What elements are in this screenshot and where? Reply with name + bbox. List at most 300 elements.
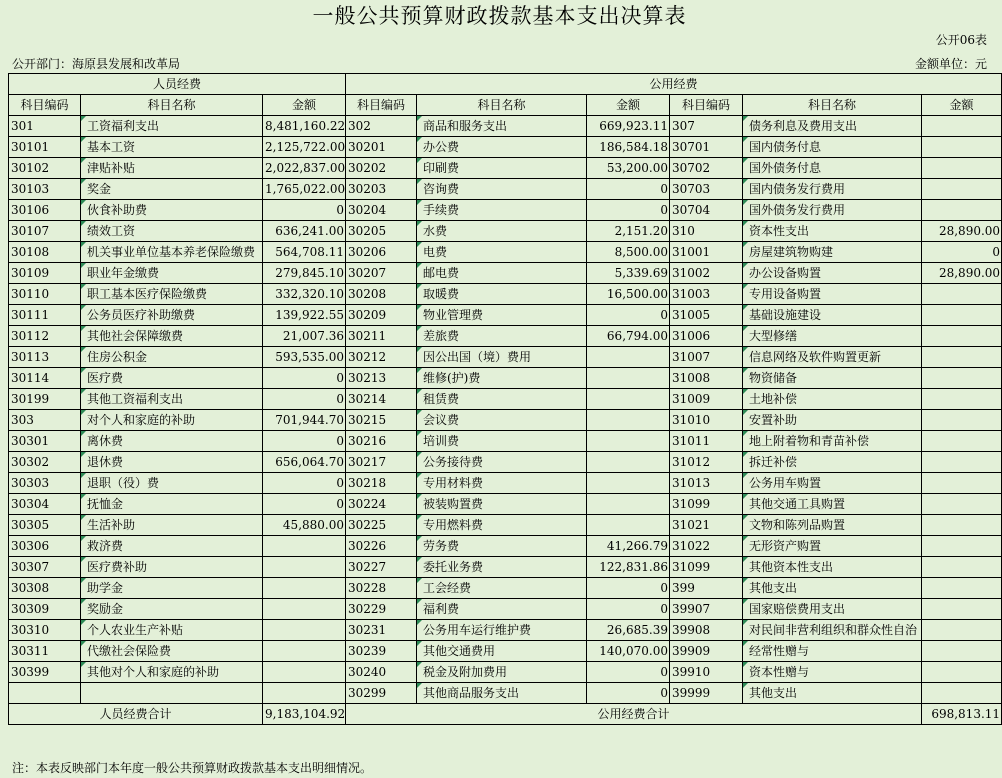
name-cell: 抚恤金: [81, 494, 263, 515]
name-cell: 公务用车运行维护费: [417, 620, 587, 641]
code-cell: 39909: [670, 641, 743, 662]
amount-cell: [587, 368, 670, 389]
header-amount: 金额: [587, 95, 670, 116]
name-cell: 专用燃料费: [417, 515, 587, 536]
code-cell: 30111: [9, 305, 81, 326]
name-cell: 委托业务费: [417, 557, 587, 578]
amount-cell: [263, 683, 346, 704]
code-cell: 30299: [346, 683, 417, 704]
code-cell: 301: [9, 116, 81, 137]
code-cell: 30201: [346, 137, 417, 158]
table-row: [9, 116, 1002, 137]
name-cell: [81, 683, 263, 704]
table-row: [9, 557, 1002, 578]
name-cell: 其他交通工具购置: [743, 494, 922, 515]
name-cell: 大型修缮: [743, 326, 922, 347]
code-cell: 303: [9, 410, 81, 431]
header-code: 科目编码: [346, 95, 417, 116]
unit-label: 金额单位：元: [914, 57, 987, 71]
name-cell: 代缴社会保险费: [81, 641, 263, 662]
table-row: [9, 200, 1002, 221]
table-row: [9, 326, 1002, 347]
code-cell: 30704: [670, 200, 743, 221]
amount-cell: [587, 410, 670, 431]
amount-cell: 0: [587, 662, 670, 683]
name-cell: 医疗费: [81, 368, 263, 389]
table-row: [9, 473, 1002, 494]
table-row: [9, 494, 1002, 515]
header-code: 科目编码: [9, 95, 81, 116]
name-cell: 商品和服务支出: [417, 116, 587, 137]
code-cell: 30209: [346, 305, 417, 326]
name-cell: 救济费: [81, 536, 263, 557]
code-cell: 31008: [670, 368, 743, 389]
amount-cell: [587, 494, 670, 515]
code-cell: 30110: [9, 284, 81, 305]
code-cell: 30309: [9, 599, 81, 620]
table-row: [9, 515, 1002, 536]
table-row: [9, 431, 1002, 452]
code-cell: 30231: [346, 620, 417, 641]
amount-cell: 66,794.00: [587, 326, 670, 347]
name-cell: 公务接待费: [417, 452, 587, 473]
name-cell: 债务利息及费用支出: [743, 116, 922, 137]
amount-cell: 2,125,722.00: [263, 137, 346, 158]
amount-cell: 669,923.11: [587, 116, 670, 137]
table-row: [9, 599, 1002, 620]
footnote: 注：本表反映部门本年度一般公共预算财政拨款基本支出明细情况。: [12, 761, 373, 775]
name-cell: 其他商品服务支出: [417, 683, 587, 704]
amount-cell: 593,535.00: [263, 347, 346, 368]
department-label: 公开部门：海原县发展和改革局: [12, 57, 181, 71]
amount-cell: 0: [263, 368, 346, 389]
code-cell: 31006: [670, 326, 743, 347]
table-row: [9, 263, 1002, 284]
code-cell: 39910: [670, 662, 743, 683]
code-cell: 31011: [670, 431, 743, 452]
name-cell: 地上附着物和青苗补偿: [743, 431, 922, 452]
table-row: [9, 284, 1002, 305]
name-cell: 职业年金缴费: [81, 263, 263, 284]
amount-cell: [922, 599, 1002, 620]
code-cell: 31001: [670, 242, 743, 263]
name-cell: 因公出国（境）费用: [417, 347, 587, 368]
code-cell: 30701: [670, 137, 743, 158]
code-cell: 30106: [9, 200, 81, 221]
code-cell: 30225: [346, 515, 417, 536]
amount-cell: 28,890.00: [922, 221, 1002, 242]
name-cell: 生活补助: [81, 515, 263, 536]
table-row: [9, 683, 1002, 704]
name-cell: 基础设施建设: [743, 305, 922, 326]
name-cell: 福利费: [417, 599, 587, 620]
section-public: 公用经费: [346, 74, 1002, 95]
amount-cell: [922, 284, 1002, 305]
name-cell: 印刷费: [417, 158, 587, 179]
amount-cell: [922, 494, 1002, 515]
amount-cell: 0: [263, 494, 346, 515]
code-cell: 30214: [346, 389, 417, 410]
code-cell: 31099: [670, 494, 743, 515]
amount-cell: [922, 326, 1002, 347]
amount-cell: 656,064.70: [263, 452, 346, 473]
name-cell: 其他交通费用: [417, 641, 587, 662]
code-cell: 31022: [670, 536, 743, 557]
name-cell: 奖励金: [81, 599, 263, 620]
amount-cell: [922, 536, 1002, 557]
code-cell: 30114: [9, 368, 81, 389]
amount-cell: 26,685.39: [587, 620, 670, 641]
code-cell: 30301: [9, 431, 81, 452]
code-cell: 31005: [670, 305, 743, 326]
amount-cell: 0: [587, 200, 670, 221]
amount-cell: 0: [263, 473, 346, 494]
name-cell: 公务员医疗补助缴费: [81, 305, 263, 326]
code-cell: 30107: [9, 221, 81, 242]
code-cell: 30307: [9, 557, 81, 578]
personnel-total-amount: 9,183,104.92: [263, 704, 346, 725]
name-cell: 其他资本性支出: [743, 557, 922, 578]
code-cell: 30240: [346, 662, 417, 683]
amount-cell: 0: [587, 305, 670, 326]
name-cell: 其他对个人和家庭的补助: [81, 662, 263, 683]
header-amount: 金额: [922, 95, 1002, 116]
name-cell: 医疗费补助: [81, 557, 263, 578]
name-cell: 基本工资: [81, 137, 263, 158]
section-personnel: 人员经费: [9, 74, 346, 95]
amount-cell: [922, 515, 1002, 536]
name-cell: 职工基本医疗保险缴费: [81, 284, 263, 305]
amount-cell: 0: [587, 683, 670, 704]
amount-cell: 8,481,160.22: [263, 116, 346, 137]
name-cell: 差旅费: [417, 326, 587, 347]
header-name: 科目名称: [743, 95, 922, 116]
amount-cell: 28,890.00: [922, 263, 1002, 284]
name-cell: 住房公积金: [81, 347, 263, 368]
table-row: [9, 536, 1002, 557]
name-cell: 个人农业生产补贴: [81, 620, 263, 641]
code-cell: 31012: [670, 452, 743, 473]
name-cell: 取暖费: [417, 284, 587, 305]
amount-cell: [587, 515, 670, 536]
code-cell: 30218: [346, 473, 417, 494]
code-cell: 30102: [9, 158, 81, 179]
amount-cell: [922, 179, 1002, 200]
name-cell: 安置补助: [743, 410, 922, 431]
code-cell: 30224: [346, 494, 417, 515]
code-cell: 30199: [9, 389, 81, 410]
name-cell: 其他社会保障缴费: [81, 326, 263, 347]
name-cell: 维修(护)费: [417, 368, 587, 389]
code-cell: 30205: [346, 221, 417, 242]
code-cell: 31009: [670, 389, 743, 410]
code-cell: 39999: [670, 683, 743, 704]
code-cell: 31099: [670, 557, 743, 578]
amount-cell: [922, 347, 1002, 368]
amount-cell: 122,831.86: [587, 557, 670, 578]
code-cell: 30302: [9, 452, 81, 473]
code-cell: 30212: [346, 347, 417, 368]
code-cell: [9, 683, 81, 704]
code-cell: 310: [670, 221, 743, 242]
personnel-total-label: 人员经费合计: [9, 704, 263, 725]
amount-cell: 0: [263, 389, 346, 410]
code-cell: 31021: [670, 515, 743, 536]
amount-cell: 0: [263, 431, 346, 452]
name-cell: 国家赔偿费用支出: [743, 599, 922, 620]
header-name: 科目名称: [81, 95, 263, 116]
name-cell: 电费: [417, 242, 587, 263]
name-cell: 离休费: [81, 431, 263, 452]
code-cell: 30108: [9, 242, 81, 263]
name-cell: 绩效工资: [81, 221, 263, 242]
table-row: [9, 137, 1002, 158]
amount-cell: 8,500.00: [587, 242, 670, 263]
code-cell: 30203: [346, 179, 417, 200]
name-cell: 经常性赠与: [743, 641, 922, 662]
public-total-label: 公用经费合计: [346, 704, 922, 725]
amount-cell: [922, 641, 1002, 662]
code-cell: 30227: [346, 557, 417, 578]
code-cell: 31002: [670, 263, 743, 284]
table-row: [9, 389, 1002, 410]
code-cell: 30310: [9, 620, 81, 641]
amount-cell: [922, 158, 1002, 179]
code-cell: 30399: [9, 662, 81, 683]
name-cell: 其他支出: [743, 683, 922, 704]
name-cell: 其他支出: [743, 578, 922, 599]
amount-cell: [922, 410, 1002, 431]
amount-cell: [587, 431, 670, 452]
name-cell: 国内债务发行费用: [743, 179, 922, 200]
name-cell: 专用设备购置: [743, 284, 922, 305]
name-cell: 物资储备: [743, 368, 922, 389]
name-cell: 奖金: [81, 179, 263, 200]
name-cell: 拆迁补偿: [743, 452, 922, 473]
amount-cell: [922, 305, 1002, 326]
code-cell: 39907: [670, 599, 743, 620]
code-cell: 31007: [670, 347, 743, 368]
amount-cell: 21,007.36: [263, 326, 346, 347]
name-cell: 办公设备购置: [743, 263, 922, 284]
code-cell: 30103: [9, 179, 81, 200]
amount-cell: 0: [587, 578, 670, 599]
name-cell: 机关事业单位基本养老保险缴费: [81, 242, 263, 263]
table-row: [9, 347, 1002, 368]
code-cell: 31013: [670, 473, 743, 494]
amount-cell: 45,880.00: [263, 515, 346, 536]
name-cell: 助学金: [81, 578, 263, 599]
header-name: 科目名称: [417, 95, 587, 116]
code-cell: 30202: [346, 158, 417, 179]
amount-cell: 636,241.00: [263, 221, 346, 242]
name-cell: 资本性支出: [743, 221, 922, 242]
code-cell: 30208: [346, 284, 417, 305]
header-amount: 金额: [263, 95, 346, 116]
amount-cell: 1,765,022.00: [263, 179, 346, 200]
name-cell: 信息网络及软件购置更新: [743, 347, 922, 368]
code-cell: 30229: [346, 599, 417, 620]
table-row: [9, 368, 1002, 389]
code-cell: 30305: [9, 515, 81, 536]
code-cell: 30308: [9, 578, 81, 599]
table-row: [9, 305, 1002, 326]
name-cell: 对民间非营利组织和群众性自治: [743, 620, 922, 641]
name-cell: 会议费: [417, 410, 587, 431]
name-cell: 退休费: [81, 452, 263, 473]
name-cell: 文物和陈列品购置: [743, 515, 922, 536]
amount-cell: 0: [587, 599, 670, 620]
code-cell: 30239: [346, 641, 417, 662]
amount-cell: [922, 200, 1002, 221]
header-code: 科目编码: [670, 95, 743, 116]
table-row: [9, 158, 1002, 179]
amount-cell: [922, 368, 1002, 389]
code-cell: 30101: [9, 137, 81, 158]
table-row: [9, 179, 1002, 200]
amount-cell: [263, 578, 346, 599]
code-cell: 399: [670, 578, 743, 599]
code-cell: 30702: [670, 158, 743, 179]
amount-cell: 41,266.79: [587, 536, 670, 557]
name-cell: 土地补偿: [743, 389, 922, 410]
table-row: [9, 221, 1002, 242]
name-cell: 公务用车购置: [743, 473, 922, 494]
table-tag: 公开06表: [935, 33, 987, 47]
name-cell: 工资福利支出: [81, 116, 263, 137]
expenditure-table: [8, 73, 1002, 725]
name-cell: 无形资产购置: [743, 536, 922, 557]
name-cell: 劳务费: [417, 536, 587, 557]
table-row: [9, 578, 1002, 599]
amount-cell: 564,708.11: [263, 242, 346, 263]
amount-cell: 16,500.00: [587, 284, 670, 305]
name-cell: 房屋建筑物购建: [743, 242, 922, 263]
code-cell: 30215: [346, 410, 417, 431]
code-cell: 307: [670, 116, 743, 137]
amount-cell: [263, 557, 346, 578]
amount-cell: 140,070.00: [587, 641, 670, 662]
code-cell: 30304: [9, 494, 81, 515]
name-cell: 手续费: [417, 200, 587, 221]
code-cell: 31003: [670, 284, 743, 305]
name-cell: 邮电费: [417, 263, 587, 284]
code-cell: 30303: [9, 473, 81, 494]
amount-cell: [263, 599, 346, 620]
code-cell: 31010: [670, 410, 743, 431]
amount-cell: [922, 452, 1002, 473]
name-cell: 津贴补贴: [81, 158, 263, 179]
amount-cell: [587, 452, 670, 473]
code-cell: 30228: [346, 578, 417, 599]
code-cell: 30703: [670, 179, 743, 200]
code-cell: 30226: [346, 536, 417, 557]
amount-cell: 701,944.70: [263, 410, 346, 431]
name-cell: 其他工资福利支出: [81, 389, 263, 410]
code-cell: 30211: [346, 326, 417, 347]
name-cell: 国内债务付息: [743, 137, 922, 158]
amount-cell: [922, 557, 1002, 578]
name-cell: 租赁费: [417, 389, 587, 410]
table-row: [9, 242, 1002, 263]
table-row: [9, 620, 1002, 641]
amount-cell: [922, 116, 1002, 137]
code-cell: 30217: [346, 452, 417, 473]
code-cell: 30311: [9, 641, 81, 662]
code-cell: 30206: [346, 242, 417, 263]
amount-cell: [922, 662, 1002, 683]
code-cell: 30113: [9, 347, 81, 368]
name-cell: 咨询费: [417, 179, 587, 200]
name-cell: 物业管理费: [417, 305, 587, 326]
name-cell: 退职（役）费: [81, 473, 263, 494]
amount-cell: [922, 431, 1002, 452]
amount-cell: 279,845.10: [263, 263, 346, 284]
amount-cell: 0: [263, 200, 346, 221]
table-row: [9, 662, 1002, 683]
page-title: 一般公共预算财政拨款基本支出决算表: [312, 4, 687, 28]
code-cell: 302: [346, 116, 417, 137]
name-cell: 国外债务发行费用: [743, 200, 922, 221]
name-cell: 工会经费: [417, 578, 587, 599]
name-cell: 税金及附加费用: [417, 662, 587, 683]
table-row: [9, 452, 1002, 473]
amount-cell: [922, 137, 1002, 158]
amount-cell: [263, 620, 346, 641]
amount-cell: [263, 536, 346, 557]
code-cell: 30109: [9, 263, 81, 284]
amount-cell: 139,922.55: [263, 305, 346, 326]
amount-cell: [263, 662, 346, 683]
code-cell: 30213: [346, 368, 417, 389]
amount-cell: 2,022,837.00: [263, 158, 346, 179]
name-cell: 培训费: [417, 431, 587, 452]
amount-cell: [922, 389, 1002, 410]
amount-cell: 0: [587, 179, 670, 200]
code-cell: 30216: [346, 431, 417, 452]
name-cell: 国外债务付息: [743, 158, 922, 179]
name-cell: 对个人和家庭的补助: [81, 410, 263, 431]
name-cell: 办公费: [417, 137, 587, 158]
amount-cell: [922, 578, 1002, 599]
code-cell: 30112: [9, 326, 81, 347]
name-cell: 资本性赠与: [743, 662, 922, 683]
table-row: [9, 410, 1002, 431]
table-row: [9, 641, 1002, 662]
amount-cell: 186,584.18: [587, 137, 670, 158]
code-cell: 39908: [670, 620, 743, 641]
public-total-amount: 698,813.11: [922, 704, 1002, 725]
code-cell: 30204: [346, 200, 417, 221]
amount-cell: 53,200.00: [587, 158, 670, 179]
name-cell: 伙食补助费: [81, 200, 263, 221]
amount-cell: 5,339.69: [587, 263, 670, 284]
amount-cell: [587, 347, 670, 368]
amount-cell: [922, 683, 1002, 704]
amount-cell: 2,151.20: [587, 221, 670, 242]
code-cell: 30306: [9, 536, 81, 557]
amount-cell: [587, 389, 670, 410]
amount-cell: [922, 473, 1002, 494]
amount-cell: 332,320.10: [263, 284, 346, 305]
amount-cell: 0: [922, 242, 1002, 263]
name-cell: 专用材料费: [417, 473, 587, 494]
name-cell: 水费: [417, 221, 587, 242]
name-cell: 被装购置费: [417, 494, 587, 515]
amount-cell: [263, 641, 346, 662]
amount-cell: [587, 473, 670, 494]
amount-cell: [922, 620, 1002, 641]
